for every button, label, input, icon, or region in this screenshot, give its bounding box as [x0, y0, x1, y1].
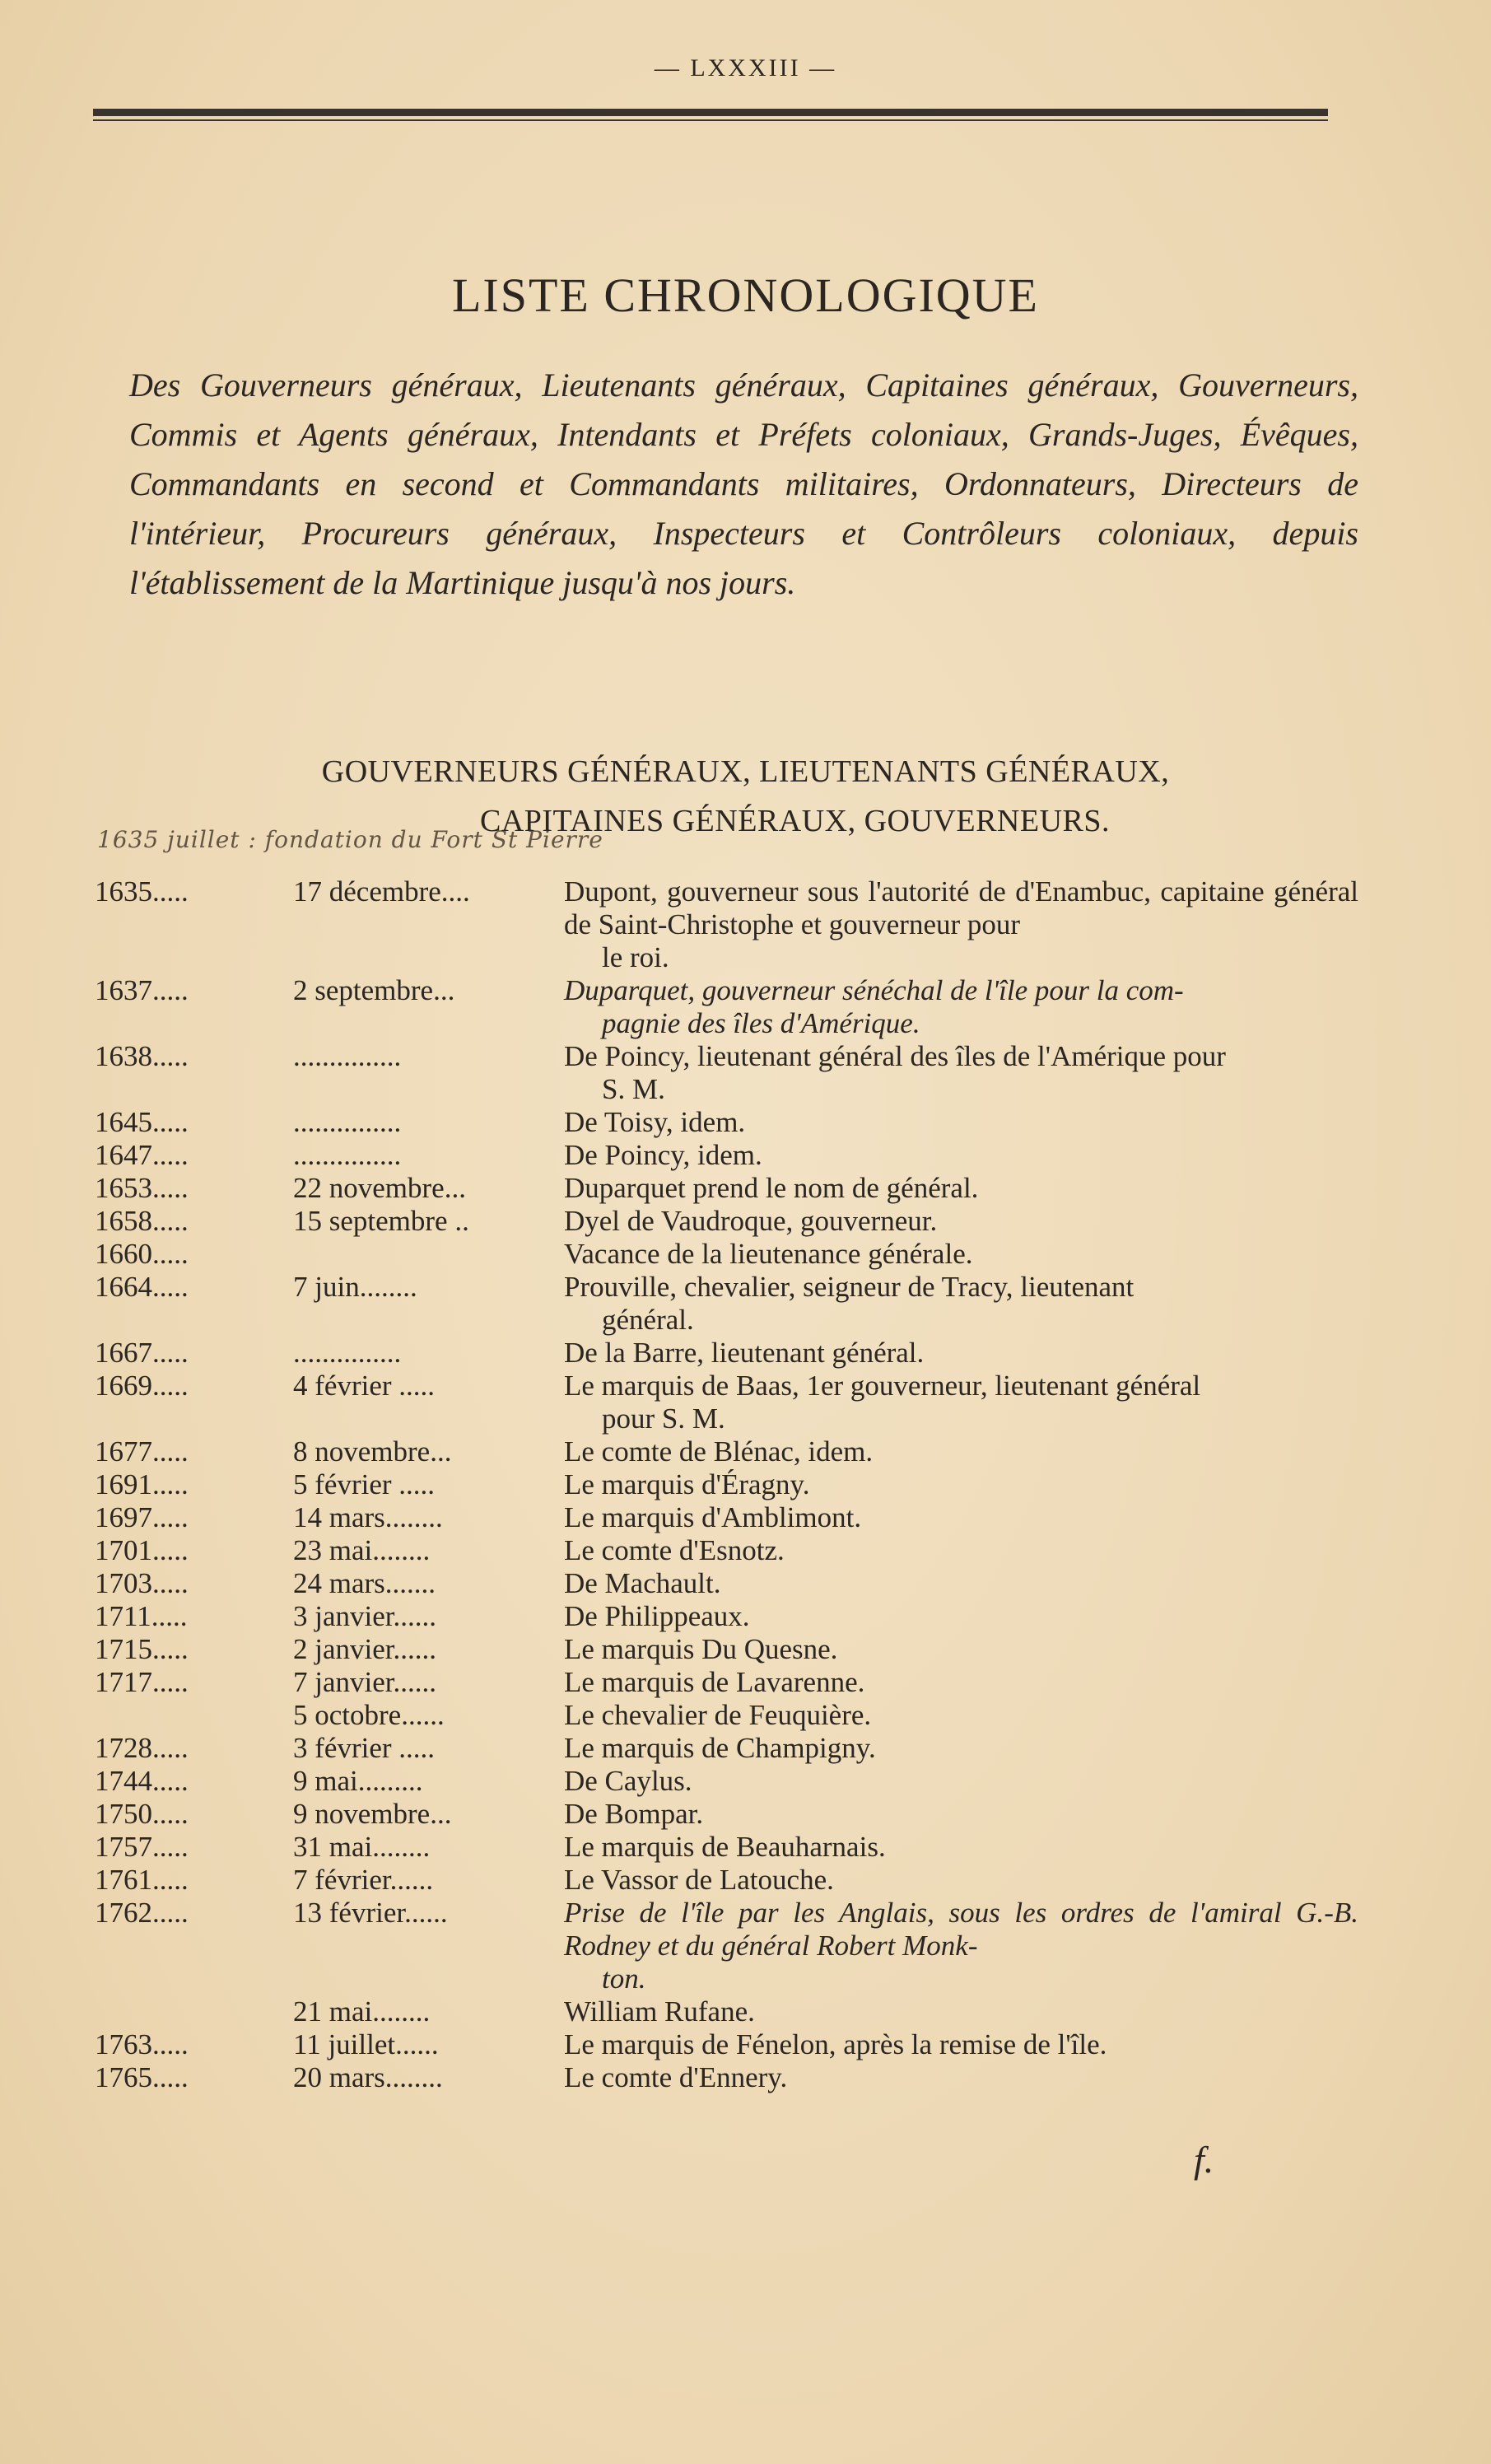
entry-year: 1647.....	[95, 1139, 189, 1171]
entry-date: 7 février......	[293, 1864, 434, 1896]
section-heading-line-1: GOUVERNEURS GÉNÉRAUX, LIEUTENANTS GÉNÉRAUX,	[321, 754, 1170, 789]
entry-text-cont: pagnie des îles d'Amérique.	[602, 1007, 920, 1039]
entry-year: 1635.....	[95, 875, 189, 908]
entry-date: 5 octobre......	[293, 1699, 445, 1731]
entry-date: 14 mars........	[293, 1501, 443, 1533]
entry-text-main: Prouville, chevalier, seigneur de Tracy, lieutenant	[564, 1271, 1135, 1303]
entry-year: 1717.....	[95, 1666, 189, 1698]
entry-text	[564, 1040, 1358, 1106]
entry-date: 2 septembre...	[293, 974, 455, 1006]
entry-date: 20 mars........	[293, 2061, 443, 2093]
list-item	[0, 1040, 1491, 1106]
entry-text: Le marquis d'Éragny.	[564, 1468, 810, 1500]
entry-year: 1677.....	[95, 1435, 189, 1468]
entry-date: 8 novembre...	[293, 1435, 452, 1468]
entry-date: 4 février .....	[293, 1370, 436, 1402]
list-item	[0, 1106, 1491, 1139]
entry-text: Le marquis de Lavarenne.	[564, 1666, 865, 1698]
entry-text: Le marquis de Fénelon, après la remise de l'île.	[564, 2028, 1107, 2060]
list-item	[0, 1172, 1491, 1205]
entry-date: 11 juillet......	[293, 2028, 439, 2060]
entry-text: De Bompar.	[564, 1798, 704, 1830]
entry-text-main: Duparquet, gouverneur sénéchal de l'île pour la com-	[564, 974, 1184, 1006]
entry-text-cont: le roi.	[602, 941, 669, 973]
list-item	[0, 1995, 1491, 2028]
entry-year: 1703.....	[95, 1567, 189, 1599]
entry-year: 1669.....	[95, 1370, 189, 1402]
entry-date: 15 septembre ..	[293, 1205, 469, 1237]
entry-text	[564, 875, 1358, 974]
signature-mark: f.	[1194, 2139, 1214, 2181]
entry-year: 1701.....	[95, 1534, 189, 1566]
entry-date: 5 février .....	[293, 1468, 436, 1500]
entry-date: 24 mars.......	[293, 1567, 436, 1599]
entry-year: 1691.....	[95, 1468, 189, 1500]
handwritten-annotation: 1635 juillet : fondation du Fort St Pierre	[97, 826, 603, 853]
entry-year: 1653.....	[95, 1172, 189, 1204]
entry-text	[564, 1271, 1358, 1337]
entry-text	[564, 974, 1358, 1040]
entry-date: 9 novembre...	[293, 1798, 452, 1830]
list-item	[0, 1633, 1491, 1666]
list-item	[0, 1534, 1491, 1567]
entry-year: 1750.....	[95, 1798, 189, 1830]
list-item	[0, 1205, 1491, 1238]
entry-text: De Philippeaux.	[564, 1600, 750, 1632]
entry-text: De Caylus.	[564, 1765, 692, 1797]
list-item	[0, 974, 1491, 1040]
entry-year: 1664.....	[95, 1271, 189, 1303]
entry-date: ...............	[293, 1106, 402, 1138]
entry-year: 1638.....	[95, 1040, 189, 1072]
entry-year: 1744.....	[95, 1765, 189, 1797]
list-item	[0, 1468, 1491, 1501]
entry-date: 23 mai........	[293, 1534, 431, 1566]
list-item	[0, 1732, 1491, 1765]
entry-text-cont: général.	[602, 1304, 694, 1336]
entry-date: 31 mai........	[293, 1831, 431, 1863]
entry-text: De la Barre, lieutenant général.	[564, 1337, 925, 1369]
list-item	[0, 1765, 1491, 1798]
entry-date: 7 janvier......	[293, 1666, 436, 1698]
entry-text: Vacance de la lieutenance générale.	[564, 1238, 973, 1270]
entry-text-cont: ton.	[602, 1962, 646, 1995]
entry-text-cont: pour S. M.	[602, 1402, 725, 1435]
header-rule-thin	[93, 119, 1328, 121]
list-item	[0, 1435, 1491, 1468]
entry-date: 22 novembre...	[293, 1172, 466, 1204]
list-item	[0, 1238, 1491, 1271]
entry-date: 3 janvier......	[293, 1600, 436, 1632]
entry-text: Le chevalier de Feuquière.	[564, 1699, 872, 1731]
entry-date: ...............	[293, 1040, 402, 1072]
entry-date: 21 mai........	[293, 1995, 431, 2028]
page-folio: — LXXXIII —	[654, 54, 837, 82]
entry-text-main: Le marquis de Baas, 1er gouverneur, lieutenant général	[564, 1370, 1201, 1402]
entry-text-main: De Poincy, lieutenant général des îles de l'Amérique pour	[564, 1040, 1226, 1072]
entry-text: William Rufane.	[564, 1995, 755, 2028]
list-item	[0, 1831, 1491, 1864]
entry-year: 1645.....	[95, 1106, 189, 1138]
section-heading-line-2: CAPITAINES GÉNÉRAUX, GOUVERNEURS.	[479, 804, 1110, 838]
entry-year: 1761.....	[95, 1864, 189, 1896]
entry-text	[564, 1897, 1358, 1995]
intro-paragraph: Des Gouverneurs généraux, Lieutenants généraux, Capitaines généraux, Gouverneurs, Commis et Agents généraux, Intendants et Préfets coloniaux, Grands-Juges, Évêques, Commandants en second et Commandants militaires, Ordonnateurs, Directeurs de l'intérieur, Procureurs généraux, Inspecteurs et Contrôleurs coloniaux, depuis l'établissement de la Martinique jusqu'à nos jours.	[129, 366, 1358, 601]
list-item	[0, 2028, 1491, 2061]
page-title: LISTE CHRONOLOGIQUE	[452, 268, 1039, 322]
entry-year: 1757.....	[95, 1831, 189, 1863]
entry-year: 1763.....	[95, 2028, 189, 2060]
entry-text: Le comte d'Ennery.	[564, 2061, 788, 2093]
entry-date: 3 février .....	[293, 1732, 436, 1764]
entry-text-main: Dupont, gouverneur sous l'autorité de d'Enambuc, capitaine général de Saint-Christophe et gouverneur pour	[564, 875, 1358, 940]
entry-text: Le marquis Du Quesne.	[564, 1633, 838, 1665]
entry-year: 1728.....	[95, 1732, 189, 1764]
entry-date: 7 juin........	[293, 1271, 417, 1303]
entry-text: Le marquis d'Amblimont.	[564, 1501, 862, 1533]
entry-year: 1711.....	[95, 1600, 188, 1632]
entry-date: 2 janvier......	[293, 1633, 436, 1665]
entry-text: Le comte de Blénac, idem.	[564, 1435, 874, 1468]
entry-text: De Machault.	[564, 1567, 721, 1599]
entry-text: Le marquis de Champigny.	[564, 1732, 876, 1764]
entry-text: Dyel de Vaudroque, gouverneur.	[564, 1205, 938, 1237]
entry-year: 1697.....	[95, 1501, 189, 1533]
list-item	[0, 1666, 1491, 1699]
list-item	[0, 2061, 1491, 2094]
entry-year: 1660.....	[95, 1238, 189, 1270]
entry-year: 1765.....	[95, 2061, 189, 2093]
entry-text: Duparquet prend le nom de général.	[564, 1172, 979, 1204]
entry-text: De Toisy, idem.	[564, 1106, 746, 1138]
list-item	[0, 1337, 1491, 1370]
list-item	[0, 1271, 1491, 1337]
list-item	[0, 1798, 1491, 1831]
entry-date: 9 mai.........	[293, 1765, 423, 1797]
header-rule	[93, 109, 1328, 116]
list-item	[0, 1864, 1491, 1897]
list-item	[0, 1699, 1491, 1732]
entry-year: 1762.....	[95, 1897, 189, 1929]
list-item	[0, 1600, 1491, 1633]
entry-year: 1658.....	[95, 1205, 189, 1237]
list-item	[0, 1370, 1491, 1435]
list-item	[0, 1897, 1491, 1995]
entry-year: 1715.....	[95, 1633, 189, 1665]
entry-text-cont: S. M.	[602, 1073, 665, 1105]
list-item	[0, 1567, 1491, 1600]
entry-date: 13 février......	[293, 1897, 448, 1929]
entry-text: De Poincy, idem.	[564, 1139, 762, 1171]
entry-text: Le Vassor de Latouche.	[564, 1864, 834, 1896]
entry-date: ...............	[293, 1139, 402, 1171]
list-item	[0, 1139, 1491, 1172]
entry-text: Le marquis de Beauharnais.	[564, 1831, 886, 1863]
entry-text: Le comte d'Esnotz.	[564, 1534, 785, 1566]
entry-text-main: Prise de l'île par les Anglais, sous les ordres de l'amiral G.-B. Rodney et du général Robert Monk-	[564, 1897, 1358, 1962]
entry-date: ...............	[293, 1337, 402, 1369]
chronology-list	[0, 875, 1491, 2094]
entry-text	[564, 1370, 1358, 1435]
entry-year: 1667.....	[95, 1337, 189, 1369]
list-item	[0, 875, 1491, 974]
entry-year: 1637.....	[95, 974, 189, 1006]
entry-date: 17 décembre....	[293, 875, 470, 908]
list-item	[0, 1501, 1491, 1534]
